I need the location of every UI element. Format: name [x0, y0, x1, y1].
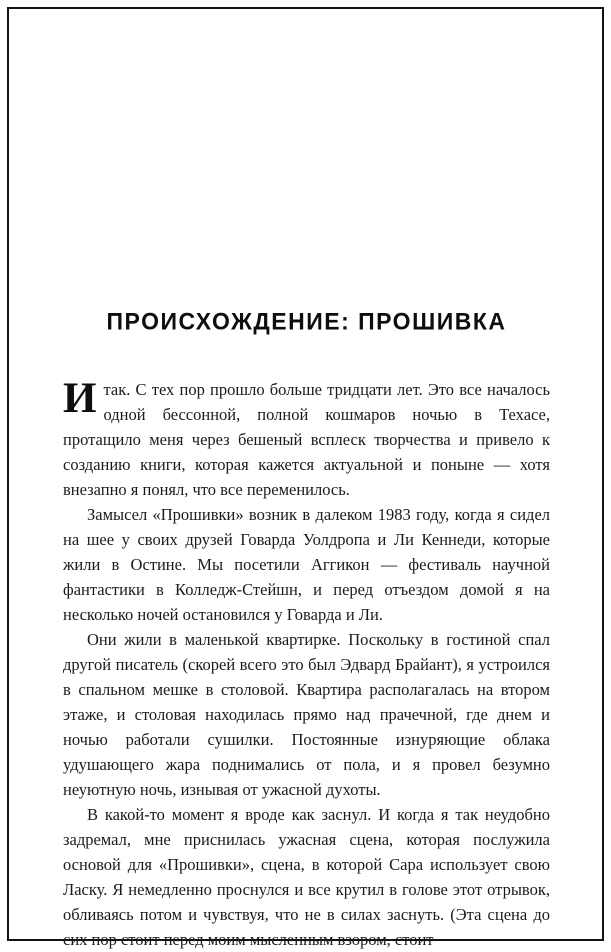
- page-content: [63, 0, 550, 952]
- paragraphs: [63, 502, 550, 952]
- drop-cap: И: [63, 375, 97, 422]
- paragraph: Они жили в маленькой квартирке. Поскольку в гостиной спал другой писатель (скорей всего это был Эдвард Брайант), я устроился в спальном мешке в столовой. Квартира располагалась на втором этаже, и столовая находилась прямо над прачечной, где днем и ночью работали сушилки. Постоянные изнуряющие облака удушающего жара поднимались от пола, и я провел безумно неуютную ночь, изнывая от ужасной духоты.: [63, 630, 550, 799]
- paragraph: В какой-то момент я вроде как заснул. И когда я так неудобно задремал, мне приснилась ужасная сцена, которая послужила основой для «Прошивки», сцена, в которой Сара использует свою Ласку. Я немедленно проснулся и все крутил в голове этот отрывок, обливаясь потом и чувствуя, что не в силах заснуть. (Эта сцена до сих пор стоит перед моим мысленным взором, стоит: [63, 805, 550, 949]
- paragraph: Замысел «Прошивки» возник в далеком 1983 году, когда я сидел на шее у своих друзей Говарда Уолдропа и Ли Кеннеди, которые жили в Остине. Мы посетили Аггикон — фестиваль научной фантастики в Колледж-Стейшн, и перед отъездом домой я на несколько ночей остановился у Говарда и Ли.: [63, 505, 550, 624]
- paragraph-first: [63, 377, 550, 502]
- chapter-title: ПРОИСХОЖДЕНИЕ: ПРОШИВКА: [106, 307, 507, 335]
- paragraph-first-text: так. С тех пор прошло больше тридцати лет. Это все началось одной бессонной, полной кошмаров ночью в Техасе, протащило меня через бешеный всплеск творчества и привело к созданию книги, которая кажется актуальной и поныне — хотя внезапно я понял, что все переменилось.: [63, 380, 550, 499]
